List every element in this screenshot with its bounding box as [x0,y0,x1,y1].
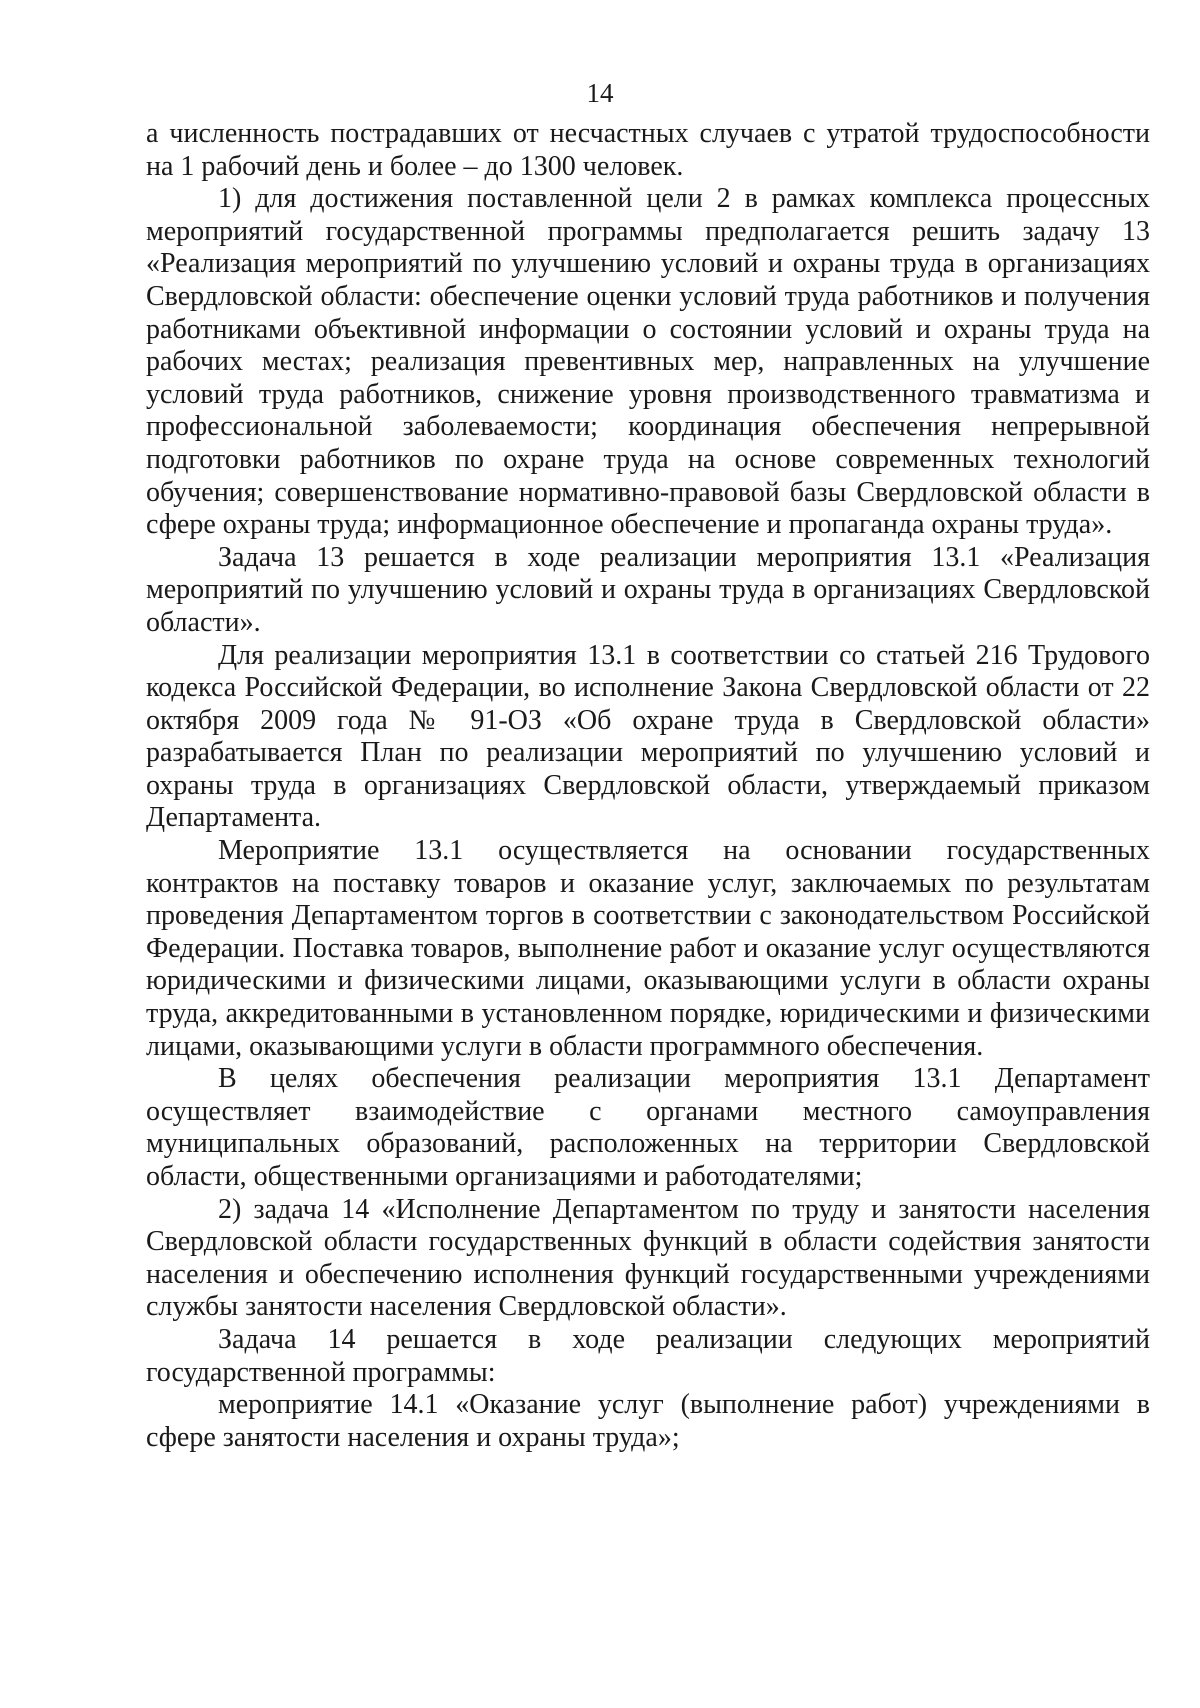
paragraph: Задача 13 решается в ходе реализации мероприятия 13.1 «Реализация мероприятий по улучшению условий и охраны труда в организациях Свердловской области». [146,541,1150,638]
paragraph: Задача 14 решается в ходе реализации следующих мероприятий государственной программы: [146,1323,1150,1388]
document-body [146,118,1150,1454]
paragraph: 2) задача 14 «Исполнение Департаментом по труду и занятости населения Свердловской области государственных функций в области содействия занятости населения и обеспечению исполнения функций государственными учреждениями службы занятости населения Свердловской области». [146,1193,1150,1323]
paragraph: Для реализации мероприятия 13.1 в соответствии со статьей 216 Трудового кодекса Российской Федерации, во исполнение Закона Свердловской области от 22 октября 2009 года № 91-ОЗ «Об охране труда в Свердловской области» разрабатывается План по реализации мероприятий по улучшению условий и охраны труда в организациях Свердловской области, утверждаемый приказом Департамента. [146,639,1150,834]
paragraph: а численность пострадавших от несчастных случаев с утратой трудоспособности на 1 рабочий день и более – до 1300 человек. [146,118,1150,182]
paragraph: В целях обеспечения реализации мероприятия 13.1 Департамент осуществляет взаимодействие с органами местного самоуправления муниципальных образований, расположенных на территории Свердловской области, общественными организациями и работодателями; [146,1063,1150,1192]
paragraph: мероприятие 14.1 «Оказание услуг (выполнение работ) учреждениями в сфере занятости населения и охраны труда»; [146,1389,1150,1453]
paragraph: 1) для достижения поставленной цели 2 в рамках комплекса процессных мероприятий государственной программы предполагается решить задачу 13 «Реализация мероприятий по улучшению условий и охраны труда в организациях Свердловской области: обеспечение оценки условий труда работников и получения работниками объективной информации о состоянии условий и охраны труда на рабочих местах; реализация превентивных мер, направленных на улучшение условий труда работников, снижение уровня производственного травматизма и профессиональной заболеваемости; координация обеспечения непрерывной подготовки работников по охране труда на основе современных технологий обучения; совершенствование нормативно-правовой базы Свердловской области в сфере охраны труда; информационное обеспечение и пропаганда охраны труда». [146,183,1150,541]
paragraph: Мероприятие 13.1 осуществляется на основании государственных контрактов на поставку товаров и оказание услуг, заключаемых по результатам проведения Департаментом торгов в соответствии с законодательством Российской Федерации. Поставка товаров, выполнение работ и оказание услуг осуществляются юридическими и физическими лицами, оказывающими услуги в области охраны труда, аккредитованными в установленном порядке, юридическими и физическими лицами, оказывающими услуги в области программного обеспечения. [146,835,1150,1062]
page-number: 14 [586,78,614,108]
